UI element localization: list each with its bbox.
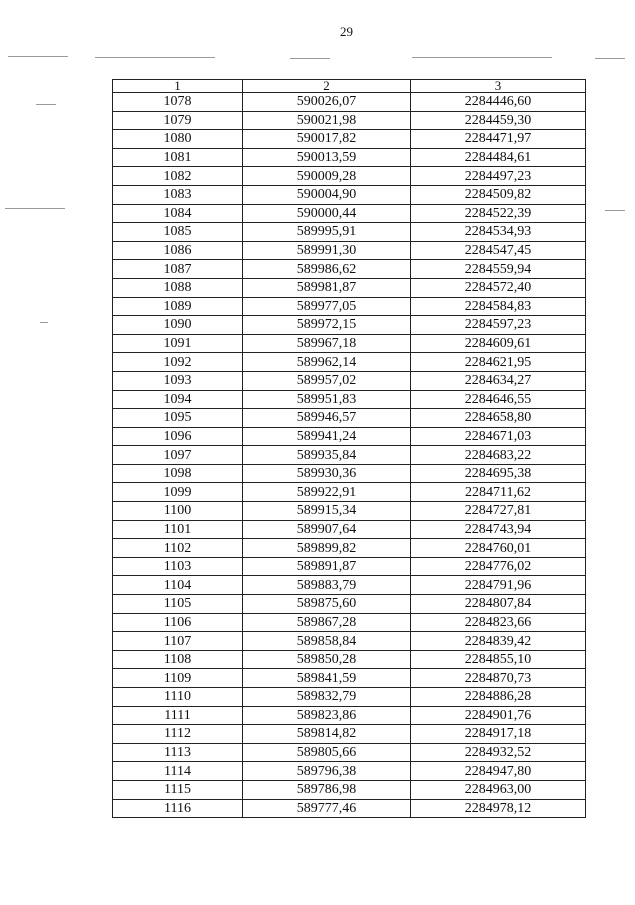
x-coordinate-cell: 589930,36 [243, 464, 411, 483]
scan-noise [412, 57, 552, 58]
table-row [113, 334, 586, 353]
y-coordinate-cell: 2284901,76 [411, 706, 586, 725]
table-row [113, 427, 586, 446]
x-coordinate-cell: 589967,18 [243, 334, 411, 353]
table-row [113, 762, 586, 781]
point-number-cell: 1088 [113, 278, 243, 297]
column-header-3: 3 [411, 80, 586, 93]
y-coordinate-cell: 2284695,38 [411, 464, 586, 483]
point-number-cell: 1083 [113, 185, 243, 204]
x-coordinate-cell: 589875,60 [243, 595, 411, 614]
y-coordinate-cell: 2284547,45 [411, 241, 586, 260]
scan-noise [595, 58, 625, 59]
point-number-cell: 1091 [113, 334, 243, 353]
point-number-cell: 1097 [113, 446, 243, 465]
y-coordinate-cell: 2284509,82 [411, 185, 586, 204]
table-row [113, 278, 586, 297]
y-coordinate-cell: 2284484,61 [411, 148, 586, 167]
scan-noise [8, 56, 68, 57]
x-coordinate-cell: 589777,46 [243, 799, 411, 818]
column-header-1: 1 [113, 80, 243, 93]
point-number-cell: 1078 [113, 93, 243, 112]
y-coordinate-cell: 2284839,42 [411, 632, 586, 651]
y-coordinate-cell: 2284534,93 [411, 223, 586, 242]
table-row [113, 688, 586, 707]
y-coordinate-cell: 2284947,80 [411, 762, 586, 781]
y-coordinate-cell: 2284459,30 [411, 111, 586, 130]
y-coordinate-cell: 2284886,28 [411, 688, 586, 707]
table-header-row [113, 80, 586, 93]
table-row [113, 241, 586, 260]
table-row [113, 130, 586, 149]
table-row [113, 464, 586, 483]
y-coordinate-cell: 2284658,80 [411, 409, 586, 428]
column-header-2: 2 [243, 80, 411, 93]
x-coordinate-cell: 590000,44 [243, 204, 411, 223]
table-row [113, 111, 586, 130]
x-coordinate-cell: 589891,87 [243, 557, 411, 576]
y-coordinate-cell: 2284671,03 [411, 427, 586, 446]
point-number-cell: 1109 [113, 669, 243, 688]
y-coordinate-cell: 2284711,62 [411, 483, 586, 502]
x-coordinate-cell: 589946,57 [243, 409, 411, 428]
y-coordinate-cell: 2284559,94 [411, 260, 586, 279]
table-row [113, 706, 586, 725]
point-number-cell: 1114 [113, 762, 243, 781]
table-row [113, 725, 586, 744]
point-number-cell: 1087 [113, 260, 243, 279]
x-coordinate-cell: 589986,62 [243, 260, 411, 279]
table-row [113, 223, 586, 242]
point-number-cell: 1110 [113, 688, 243, 707]
x-coordinate-cell: 589814,82 [243, 725, 411, 744]
table-row [113, 502, 586, 521]
table-row [113, 632, 586, 651]
point-number-cell: 1082 [113, 167, 243, 186]
x-coordinate-cell: 589832,79 [243, 688, 411, 707]
table-row [113, 483, 586, 502]
x-coordinate-cell: 590009,28 [243, 167, 411, 186]
table-row [113, 316, 586, 335]
page-number: 29 [340, 24, 353, 39]
table-row [113, 297, 586, 316]
point-number-cell: 1093 [113, 371, 243, 390]
x-coordinate-cell: 589972,15 [243, 316, 411, 335]
y-coordinate-cell: 2284597,23 [411, 316, 586, 335]
y-coordinate-cell: 2284823,66 [411, 613, 586, 632]
y-coordinate-cell: 2284446,60 [411, 93, 586, 112]
y-coordinate-cell: 2284471,97 [411, 130, 586, 149]
table-row [113, 185, 586, 204]
y-coordinate-cell: 2284646,55 [411, 390, 586, 409]
x-coordinate-cell: 589981,87 [243, 278, 411, 297]
table-row [113, 520, 586, 539]
table-row [113, 204, 586, 223]
table-row [113, 539, 586, 558]
point-number-cell: 1079 [113, 111, 243, 130]
table-row [113, 371, 586, 390]
x-coordinate-cell: 589899,82 [243, 539, 411, 558]
table-row [113, 669, 586, 688]
point-number-cell: 1081 [113, 148, 243, 167]
point-number-cell: 1116 [113, 799, 243, 818]
point-number-cell: 1100 [113, 502, 243, 521]
scan-noise [36, 104, 56, 105]
y-coordinate-cell: 2284743,94 [411, 520, 586, 539]
point-number-cell: 1094 [113, 390, 243, 409]
point-number-cell: 1086 [113, 241, 243, 260]
x-coordinate-cell: 589841,59 [243, 669, 411, 688]
x-coordinate-cell: 589883,79 [243, 576, 411, 595]
point-number-cell: 1113 [113, 743, 243, 762]
table-row [113, 613, 586, 632]
scan-noise [290, 58, 330, 59]
x-coordinate-cell: 590017,82 [243, 130, 411, 149]
x-coordinate-cell: 589951,83 [243, 390, 411, 409]
x-coordinate-cell: 589995,91 [243, 223, 411, 242]
point-number-cell: 1108 [113, 650, 243, 669]
y-coordinate-cell: 2284791,96 [411, 576, 586, 595]
table-row [113, 409, 586, 428]
table-row [113, 576, 586, 595]
y-coordinate-cell: 2284572,40 [411, 278, 586, 297]
table-row [113, 93, 586, 112]
x-coordinate-cell: 589941,24 [243, 427, 411, 446]
point-number-cell: 1098 [113, 464, 243, 483]
table-row [113, 557, 586, 576]
x-coordinate-cell: 589915,34 [243, 502, 411, 521]
coordinates-table [112, 79, 586, 818]
point-number-cell: 1092 [113, 353, 243, 372]
x-coordinate-cell: 589850,28 [243, 650, 411, 669]
table-body [113, 93, 586, 818]
x-coordinate-cell: 589935,84 [243, 446, 411, 465]
table-row [113, 799, 586, 818]
y-coordinate-cell: 2284807,84 [411, 595, 586, 614]
point-number-cell: 1102 [113, 539, 243, 558]
scan-noise [95, 57, 215, 58]
x-coordinate-cell: 590021,98 [243, 111, 411, 130]
y-coordinate-cell: 2284522,39 [411, 204, 586, 223]
scan-noise [605, 210, 625, 211]
table-row [113, 148, 586, 167]
y-coordinate-cell: 2284634,27 [411, 371, 586, 390]
y-coordinate-cell: 2284932,52 [411, 743, 586, 762]
table-row [113, 743, 586, 762]
x-coordinate-cell: 589907,64 [243, 520, 411, 539]
x-coordinate-cell: 590026,07 [243, 93, 411, 112]
point-number-cell: 1101 [113, 520, 243, 539]
x-coordinate-cell: 589858,84 [243, 632, 411, 651]
table-row [113, 353, 586, 372]
y-coordinate-cell: 2284870,73 [411, 669, 586, 688]
x-coordinate-cell: 589867,28 [243, 613, 411, 632]
point-number-cell: 1111 [113, 706, 243, 725]
x-coordinate-cell: 590013,59 [243, 148, 411, 167]
point-number-cell: 1103 [113, 557, 243, 576]
table-row [113, 595, 586, 614]
scan-noise [5, 208, 65, 209]
x-coordinate-cell: 589805,66 [243, 743, 411, 762]
point-number-cell: 1095 [113, 409, 243, 428]
point-number-cell: 1107 [113, 632, 243, 651]
table-row [113, 650, 586, 669]
x-coordinate-cell: 589977,05 [243, 297, 411, 316]
x-coordinate-cell: 589786,98 [243, 780, 411, 799]
point-number-cell: 1090 [113, 316, 243, 335]
x-coordinate-cell: 589991,30 [243, 241, 411, 260]
y-coordinate-cell: 2284917,18 [411, 725, 586, 744]
table-row [113, 390, 586, 409]
y-coordinate-cell: 2284760,01 [411, 539, 586, 558]
point-number-cell: 1104 [113, 576, 243, 595]
x-coordinate-cell: 589796,38 [243, 762, 411, 781]
point-number-cell: 1085 [113, 223, 243, 242]
point-number-cell: 1089 [113, 297, 243, 316]
point-number-cell: 1096 [113, 427, 243, 446]
x-coordinate-cell: 589823,86 [243, 706, 411, 725]
x-coordinate-cell: 589922,91 [243, 483, 411, 502]
y-coordinate-cell: 2284584,83 [411, 297, 586, 316]
point-number-cell: 1115 [113, 780, 243, 799]
point-number-cell: 1080 [113, 130, 243, 149]
y-coordinate-cell: 2284497,23 [411, 167, 586, 186]
x-coordinate-cell: 589957,02 [243, 371, 411, 390]
y-coordinate-cell: 2284727,81 [411, 502, 586, 521]
x-coordinate-cell: 589962,14 [243, 353, 411, 372]
point-number-cell: 1084 [113, 204, 243, 223]
y-coordinate-cell: 2284963,00 [411, 780, 586, 799]
point-number-cell: 1106 [113, 613, 243, 632]
y-coordinate-cell: 2284621,95 [411, 353, 586, 372]
point-number-cell: 1112 [113, 725, 243, 744]
y-coordinate-cell: 2284776,02 [411, 557, 586, 576]
y-coordinate-cell: 2284855,10 [411, 650, 586, 669]
y-coordinate-cell: 2284978,12 [411, 799, 586, 818]
table-row [113, 446, 586, 465]
point-number-cell: 1099 [113, 483, 243, 502]
table-row [113, 780, 586, 799]
y-coordinate-cell: 2284609,61 [411, 334, 586, 353]
x-coordinate-cell: 590004,90 [243, 185, 411, 204]
point-number-cell: 1105 [113, 595, 243, 614]
table-row [113, 167, 586, 186]
table-row [113, 260, 586, 279]
y-coordinate-cell: 2284683,22 [411, 446, 586, 465]
scan-noise [40, 322, 48, 323]
